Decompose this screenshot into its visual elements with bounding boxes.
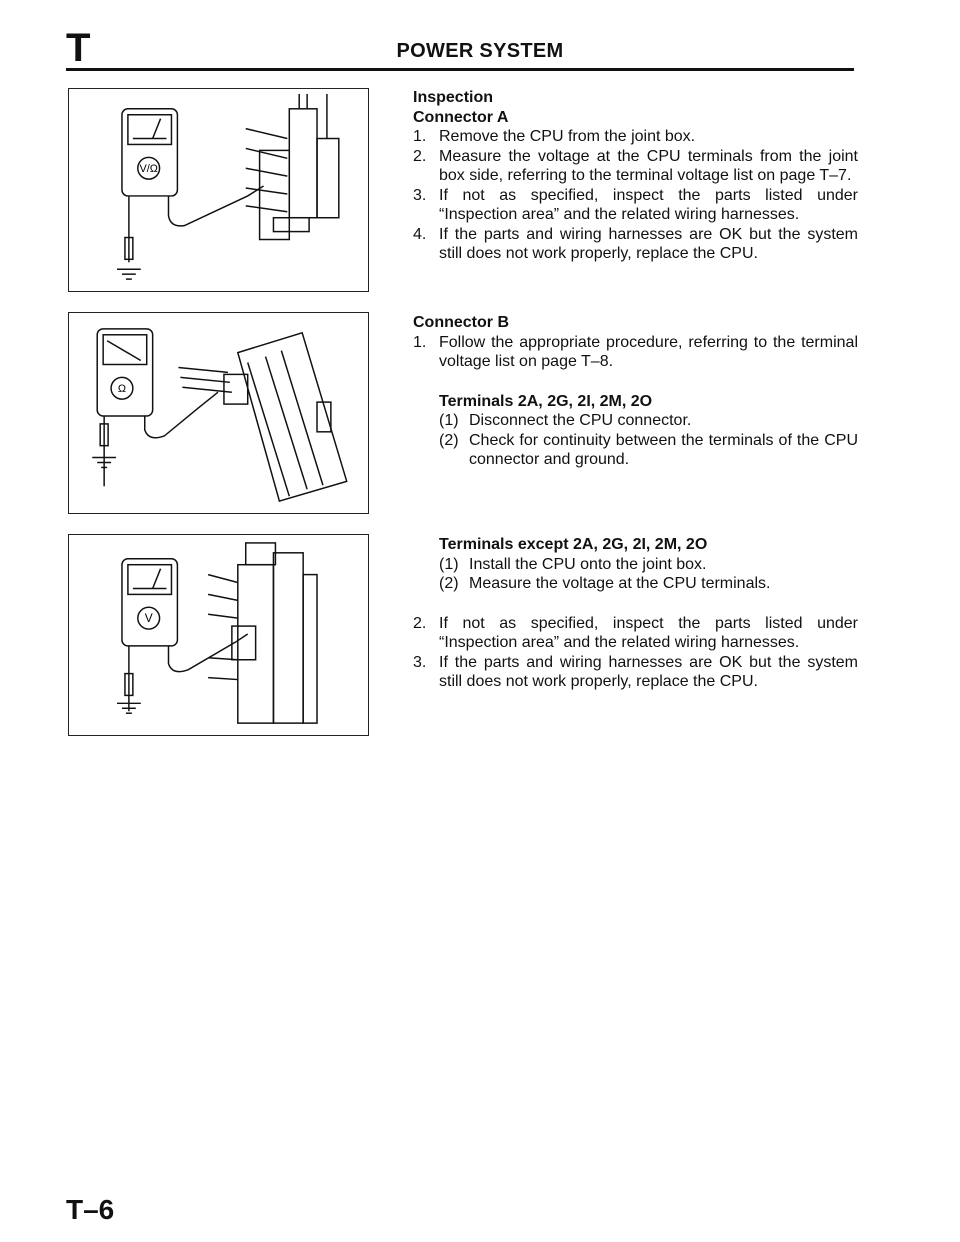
step-text: If not as specified, inspect the parts listed under “Inspection area” and the related wiring harnesses. bbox=[439, 186, 858, 223]
multimeter-illustration-2 bbox=[69, 313, 368, 513]
multimeter-illustration-1 bbox=[69, 89, 368, 291]
terminals-except-subsection bbox=[413, 535, 858, 594]
terminals-subheading: Terminals 2A, 2G, 2I, 2M, 2O bbox=[439, 392, 653, 410]
step-item bbox=[413, 614, 858, 653]
step-text: Follow the appropriate procedure, referring to the terminal voltage list on page T–8. bbox=[439, 333, 858, 370]
step-item bbox=[413, 186, 858, 225]
step-item bbox=[413, 333, 858, 372]
multimeter-illustration-3 bbox=[69, 535, 368, 735]
header-rule bbox=[66, 68, 854, 71]
step-text: If the parts and wiring harnesses are OK but the system still does not work properly, replace the CPU. bbox=[439, 653, 858, 690]
page-title: POWER SYSTEM bbox=[396, 40, 564, 62]
inspection-section bbox=[413, 88, 858, 264]
step-number: 3. bbox=[413, 653, 427, 671]
step-number: 3. bbox=[413, 186, 427, 204]
figure-connector-a-voltage bbox=[68, 88, 369, 292]
connector-a-heading: Connector A bbox=[413, 108, 509, 126]
fig2-meter-label: Ω bbox=[117, 383, 127, 396]
substep-item bbox=[439, 555, 858, 575]
connector-b-heading: Connector B bbox=[413, 314, 509, 331]
substep-text: Disconnect the CPU connector. bbox=[469, 412, 692, 429]
inspection-heading: Inspection bbox=[413, 89, 494, 106]
step-text: Remove the CPU from the joint box. bbox=[439, 128, 696, 145]
connector-b-section bbox=[413, 313, 858, 470]
step-text: Measure the voltage at the CPU terminals from the joint box side, referring to the terminal voltage list on page T–7. bbox=[439, 147, 858, 184]
terminals-subsection bbox=[413, 392, 858, 470]
step-number: 1. bbox=[413, 333, 427, 351]
substep-number: (2) bbox=[439, 575, 459, 592]
step-text: If not as specified, inspect the parts listed under “Inspection area” and the related wiring harnesses. bbox=[439, 614, 858, 651]
step-number: 2. bbox=[413, 614, 427, 632]
page-number: T–6 bbox=[66, 1194, 115, 1225]
figure-connector-b-voltage bbox=[68, 534, 369, 736]
substep-item bbox=[439, 411, 858, 431]
step-item bbox=[413, 653, 858, 692]
step-item bbox=[413, 225, 858, 264]
terminals-except-subheading: Terminals except 2A, 2G, 2I, 2M, 2O bbox=[439, 536, 708, 553]
substep-item bbox=[439, 431, 858, 470]
step-number: 4. bbox=[413, 225, 427, 243]
substep-number: (1) bbox=[439, 412, 459, 429]
substep-number: (2) bbox=[439, 431, 459, 449]
terminals-except-section bbox=[413, 535, 858, 692]
substep-text: Check for continuity between the terminals of the CPU connector and ground. bbox=[469, 431, 858, 468]
step-text: If the parts and wiring harnesses are OK but the system still does not work properly, replace the CPU. bbox=[439, 225, 858, 262]
step-number: 2. bbox=[413, 147, 427, 165]
fig1-meter-label: V/Ω bbox=[139, 163, 158, 176]
figure-connector-b-continuity bbox=[68, 312, 369, 514]
step-item bbox=[413, 127, 858, 147]
step-number: 1. bbox=[413, 128, 427, 145]
section-letter: T bbox=[66, 26, 91, 70]
substep-number: (1) bbox=[439, 555, 459, 573]
fig3-meter-label: V bbox=[144, 611, 153, 626]
substep-text: Install the CPU onto the joint box. bbox=[469, 555, 707, 573]
substep-item bbox=[439, 574, 858, 594]
step-item bbox=[413, 147, 858, 186]
substep-text: Measure the voltage at the CPU terminals. bbox=[469, 575, 771, 592]
